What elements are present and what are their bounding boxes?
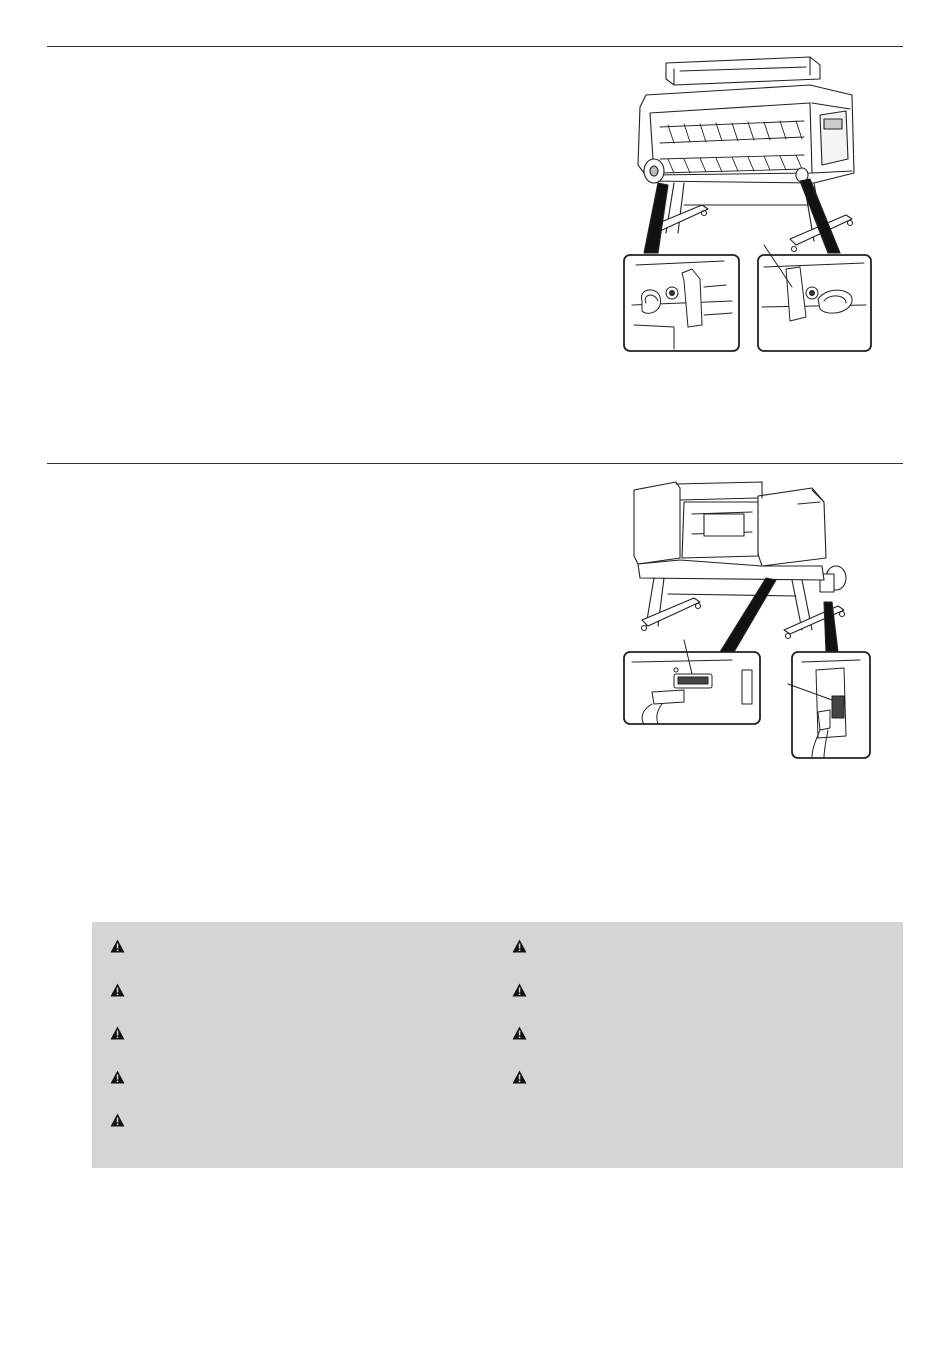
warning-triangle-icon: [110, 939, 125, 953]
section-divider-top: [47, 46, 903, 47]
warnings-panel: [92, 922, 903, 1168]
warning-triangle-icon: [110, 1113, 125, 1127]
warning-triangle-icon: [512, 939, 527, 953]
warning-triangle-icon: [512, 1070, 527, 1084]
warning-triangle-icon: [110, 1026, 125, 1040]
warning-triangle-icon: [110, 983, 125, 997]
section-divider-middle: [47, 463, 903, 464]
printer-rear-figure: [612, 474, 876, 762]
warning-triangle-icon: [110, 1070, 125, 1084]
warning-triangle-icon: [512, 1026, 527, 1040]
warning-triangle-icon: [512, 983, 527, 997]
printer-front-figure: [614, 55, 876, 357]
